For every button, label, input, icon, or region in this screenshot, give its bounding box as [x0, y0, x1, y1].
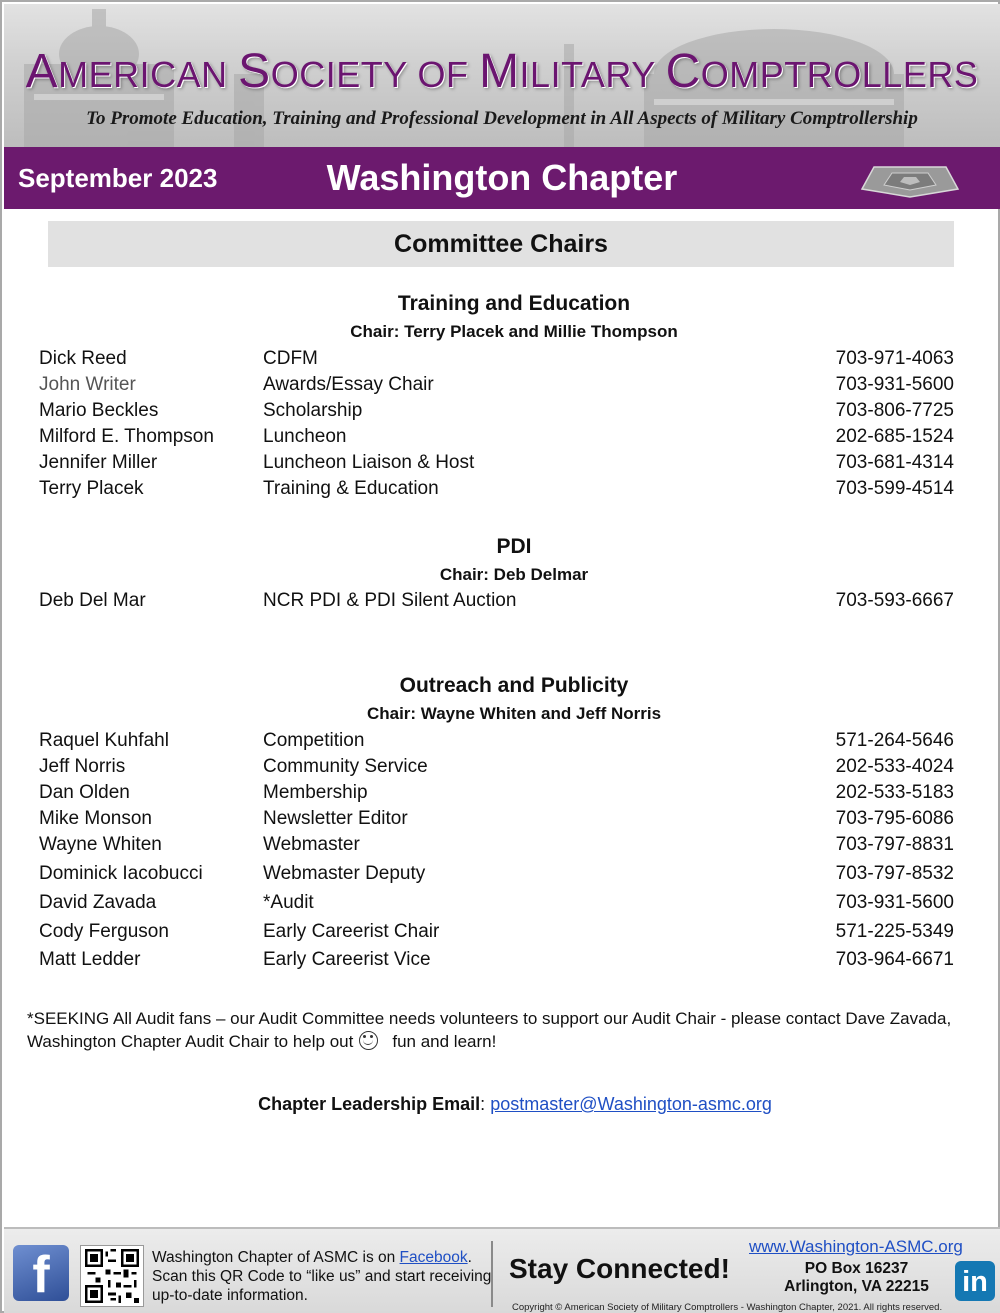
table-row: [39, 892, 954, 914]
member-name: Wayne Whiten: [39, 834, 162, 855]
member-role: Awards/Essay Chair: [263, 374, 434, 395]
note-line-2: [27, 1030, 987, 1053]
facebook-promo-text: [152, 1248, 492, 1305]
leadership-email-label: Chapter Leadership Email: [258, 1094, 481, 1114]
group-title-outreach: Outreach and Publicity: [399, 674, 629, 697]
member-phone: 571-225-5349: [835, 921, 954, 942]
table-row: [39, 949, 954, 971]
member-role: Membership: [263, 782, 368, 803]
table-row: [39, 834, 954, 856]
member-name: John Writer: [39, 374, 136, 395]
table-row: [39, 782, 954, 804]
member-phone: 703-797-8532: [835, 863, 954, 884]
table-row: [39, 348, 954, 370]
table-row: [39, 400, 954, 422]
footer: [4, 1227, 1000, 1313]
table-row: [39, 426, 954, 448]
member-role: Luncheon Liaison & Host: [263, 452, 475, 473]
member-name: Mike Monson: [39, 808, 152, 829]
chapter-name: Washington Chapter: [326, 157, 678, 198]
table-row: [39, 730, 954, 752]
member-name: Dan Olden: [39, 782, 130, 803]
member-role: Webmaster Deputy: [263, 863, 426, 884]
note-line-2-text: Washington Chapter Audit Chair to help out: [27, 1032, 354, 1051]
facebook-icon[interactable]: f: [13, 1245, 69, 1301]
member-name: Terry Placek: [39, 478, 144, 499]
linkedin-icon[interactable]: in: [955, 1261, 995, 1301]
member-name: Milford E. Thompson: [39, 426, 214, 447]
member-name: Deb Del Mar: [39, 590, 146, 611]
tagline: To Promote Education, Training and Professional Development in All Aspects of Military Comptrollership: [86, 108, 918, 129]
audit-volunteer-note: [27, 1007, 987, 1053]
organization-title: [4, 44, 1000, 99]
member-role: Training & Education: [263, 478, 439, 499]
member-role: Early Careerist Vice: [263, 949, 431, 970]
group-title-pdi: PDI: [496, 535, 532, 558]
member-role: Webmaster: [263, 834, 360, 855]
note-line-2-tail: fun and learn!: [392, 1032, 497, 1051]
note-line-1: *SEEKING All Audit fans – our Audit Committee needs volunteers to support our Audit Chair - please contact Dave Zavada,: [27, 1009, 952, 1028]
org-title-word-2: SOCIETY OF: [238, 45, 480, 98]
member-phone: 202-685-1524: [835, 426, 954, 447]
member-name: Jeff Norris: [39, 756, 126, 777]
table-row: [39, 808, 954, 830]
facebook-promo-tail: . Scan this QR Code to “like us” and start receiving up-to-date information.: [152, 1249, 492, 1304]
member-name: Jennifer Miller: [39, 452, 158, 473]
org-title-word-4: COMPTROLLERS: [665, 45, 979, 98]
member-role: NCR PDI & PDI Silent Auction: [263, 590, 517, 611]
table-row: [39, 452, 954, 474]
member-phone: 703-931-5600: [835, 892, 954, 913]
member-name: Raquel Kuhfahl: [39, 730, 169, 751]
member-phone: 703-971-4063: [835, 348, 954, 369]
member-phone: 703-599-4514: [835, 478, 954, 499]
table-row: [39, 921, 954, 943]
member-role: CDFM: [263, 348, 318, 369]
member-role: Newsletter Editor: [263, 808, 408, 829]
stay-connected-heading: Stay Connected!: [509, 1253, 730, 1284]
smiley-face-icon: [359, 1031, 378, 1050]
member-name: Dick Reed: [39, 348, 127, 369]
po-box: PO Box 16237: [804, 1260, 909, 1277]
group-chair-pdi: Chair: Deb Delmar: [439, 565, 589, 584]
member-name: David Zavada: [39, 892, 157, 913]
qr-code-icon: [80, 1245, 144, 1307]
member-phone: 703-593-6667: [835, 590, 954, 611]
member-phone: 703-797-8831: [835, 834, 954, 855]
member-role: Luncheon: [263, 426, 347, 447]
footer-divider: [491, 1241, 493, 1307]
member-name: Cody Ferguson: [39, 921, 169, 942]
member-phone: 571-264-5646: [835, 730, 954, 751]
member-role: Competition: [263, 730, 365, 751]
city-state-zip: Arlington, VA 22215: [784, 1278, 929, 1295]
group-chair-outreach: Chair: Wayne Whiten and Jeff Norris: [366, 704, 662, 723]
facebook-link[interactable]: Facebook: [399, 1249, 468, 1266]
member-phone: 202-533-5183: [835, 782, 954, 803]
table-row: [39, 863, 954, 885]
mailing-address: [774, 1260, 939, 1296]
member-role: Community Service: [263, 756, 428, 777]
member-phone: 703-795-6086: [835, 808, 954, 829]
section-title: Committee Chairs: [48, 221, 954, 267]
member-phone: 202-533-4024: [835, 756, 954, 777]
header-banner: [4, 4, 1000, 147]
member-name: Matt Ledder: [39, 949, 141, 970]
member-role: Scholarship: [263, 400, 363, 421]
member-phone: 703-964-6671: [835, 949, 954, 970]
member-role: Early Careerist Chair: [263, 921, 440, 942]
member-role: *Audit: [263, 892, 314, 913]
group-title-training: Training and Education: [397, 292, 631, 315]
leadership-email-link[interactable]: postmaster@Washington-asmc.org: [490, 1094, 772, 1114]
issue-bar: [4, 147, 1000, 209]
table-row: [39, 590, 954, 612]
member-phone: 703-931-5600: [835, 374, 954, 395]
leadership-email: Chapter Leadership Email: postmaster@Washington-asmc.org: [258, 1094, 772, 1114]
table-row: [39, 756, 954, 778]
facebook-promo-lead: Washington Chapter of ASMC is on: [152, 1249, 400, 1266]
copyright-notice: Copyright © American Society of Military Comptrollers - Washington Chapter, 2021. All rights reserved.: [512, 1302, 943, 1313]
pentagon-icon: [854, 159, 966, 199]
website-link[interactable]: www.Washington-ASMC.org: [749, 1237, 963, 1256]
member-phone: 703-681-4314: [835, 452, 954, 473]
member-name: Dominick Iacobucci: [39, 863, 203, 884]
org-title-word-3: MILITARY: [479, 45, 666, 98]
table-row: [39, 478, 954, 500]
member-phone: 703-806-7725: [835, 400, 954, 421]
org-title-word-1: AMERICAN: [25, 45, 239, 98]
group-chair-training: Chair: Terry Placek and Millie Thompson: [350, 322, 678, 341]
table-row: [39, 374, 954, 396]
member-name: Mario Beckles: [39, 400, 159, 421]
issue-date: September 2023: [18, 163, 218, 193]
